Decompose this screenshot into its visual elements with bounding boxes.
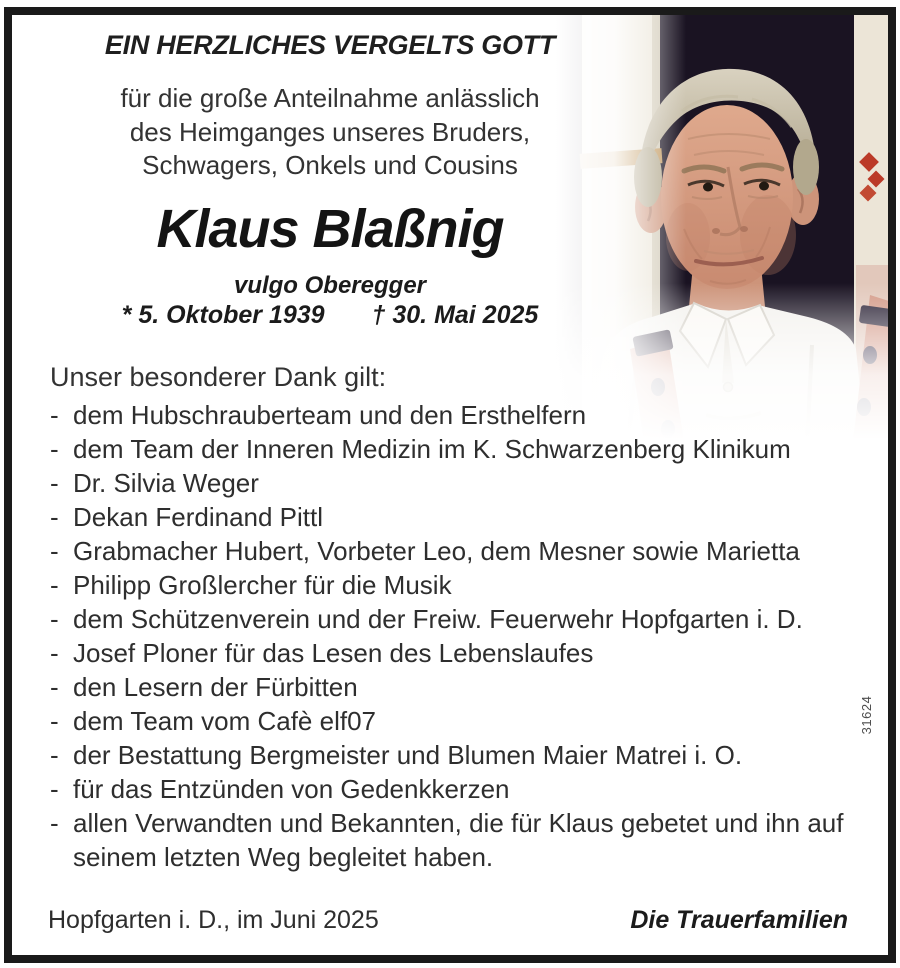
thanks-item [50, 534, 860, 568]
dash-bullet: - [50, 604, 59, 634]
intro-line: Schwagers, Onkels und Cousins [142, 150, 518, 180]
dash-bullet: - [50, 570, 59, 600]
thanks-item [50, 704, 860, 738]
thanks-item [50, 568, 860, 602]
dash-bullet: - [50, 740, 59, 770]
dash-bullet: - [50, 774, 59, 804]
dash-bullet: - [50, 672, 59, 702]
notice-title: EIN HERZLICHES VERGELTS GOTT [104, 30, 556, 60]
reference-number: 31624 [859, 695, 874, 735]
thanks-item-text: dem Schützenverein und der Freiw. Feuerwehr Hopfgarten i. D. [73, 604, 803, 634]
notice-footer [48, 906, 848, 935]
intro-line: für die große Anteilnahme anlässlich [120, 83, 540, 113]
thanks-item [50, 466, 860, 500]
thanks-heading: Unser besonderer Dank gilt: [50, 362, 387, 392]
thanks-item [50, 432, 860, 466]
dash-bullet: - [50, 536, 59, 566]
thanks-item-text: dem Team der Inneren Medizin im K. Schwarzenberg Klinikum [73, 434, 791, 464]
dash-bullet: - [50, 502, 59, 532]
thanks-item-text: Grabmacher Hubert, Vorbeter Leo, dem Mesner sowie Marietta [73, 536, 800, 566]
thanks-item-text: für das Entzünden von Gedenkkerzen [73, 774, 510, 804]
thanks-item [50, 602, 860, 636]
thanks-item [50, 738, 860, 772]
thanks-item [50, 636, 860, 670]
thanks-item-text: Josef Ploner für das Lesen des Lebenslaufes [73, 638, 594, 668]
thanks-item-text: den Lesern der Fürbitten [73, 672, 358, 702]
thanks-item [50, 500, 860, 534]
thanks-item-text: Dekan Ferdinand Pittl [73, 502, 324, 532]
death-date: † 30. Mai 2025 [371, 301, 539, 329]
dash-bullet: - [50, 638, 59, 668]
dash-bullet: - [50, 400, 59, 430]
life-dates [38, 301, 622, 330]
thanks-item [50, 772, 860, 806]
dash-bullet: - [50, 706, 59, 736]
thanks-item-text: Dr. Silvia Weger [73, 468, 259, 498]
thanks-item-text: allen Verwandten und Bekannten, die für Klaus gebetet und ihn auf seinem letzten Weg begleitet haben. [73, 808, 844, 872]
thanks-item-text: Philipp Großlercher für die Musik [73, 570, 452, 600]
thanks-item [50, 670, 860, 704]
thanks-list [50, 398, 860, 874]
thanks-item-text: dem Team vom Cafè elf07 [73, 706, 376, 736]
deceased-name: Klaus Blaßnig [156, 199, 504, 259]
dash-bullet: - [50, 434, 59, 464]
thanks-item-text: der Bestattung Bergmeister und Blumen Maier Matrei i. O. [73, 740, 743, 770]
intro-line: des Heimganges unseres Bruders, [129, 116, 531, 147]
dash-bullet: - [50, 808, 59, 838]
thanks-item-text: dem Hubschrauberteam und den Ersthelfern [73, 400, 587, 430]
place-date: Hopfgarten i. D., im Juni 2025 [48, 906, 379, 934]
deceased-vulgo: vulgo Oberegger [233, 272, 427, 299]
dash-bullet: - [50, 468, 59, 498]
mourning-family-signature: Die Trauerfamilien [630, 906, 848, 934]
thanks-item [50, 398, 860, 432]
thanks-item [50, 806, 860, 874]
intro-paragraph [38, 82, 622, 183]
birth-date: * 5. Oktober 1939 [121, 301, 325, 329]
